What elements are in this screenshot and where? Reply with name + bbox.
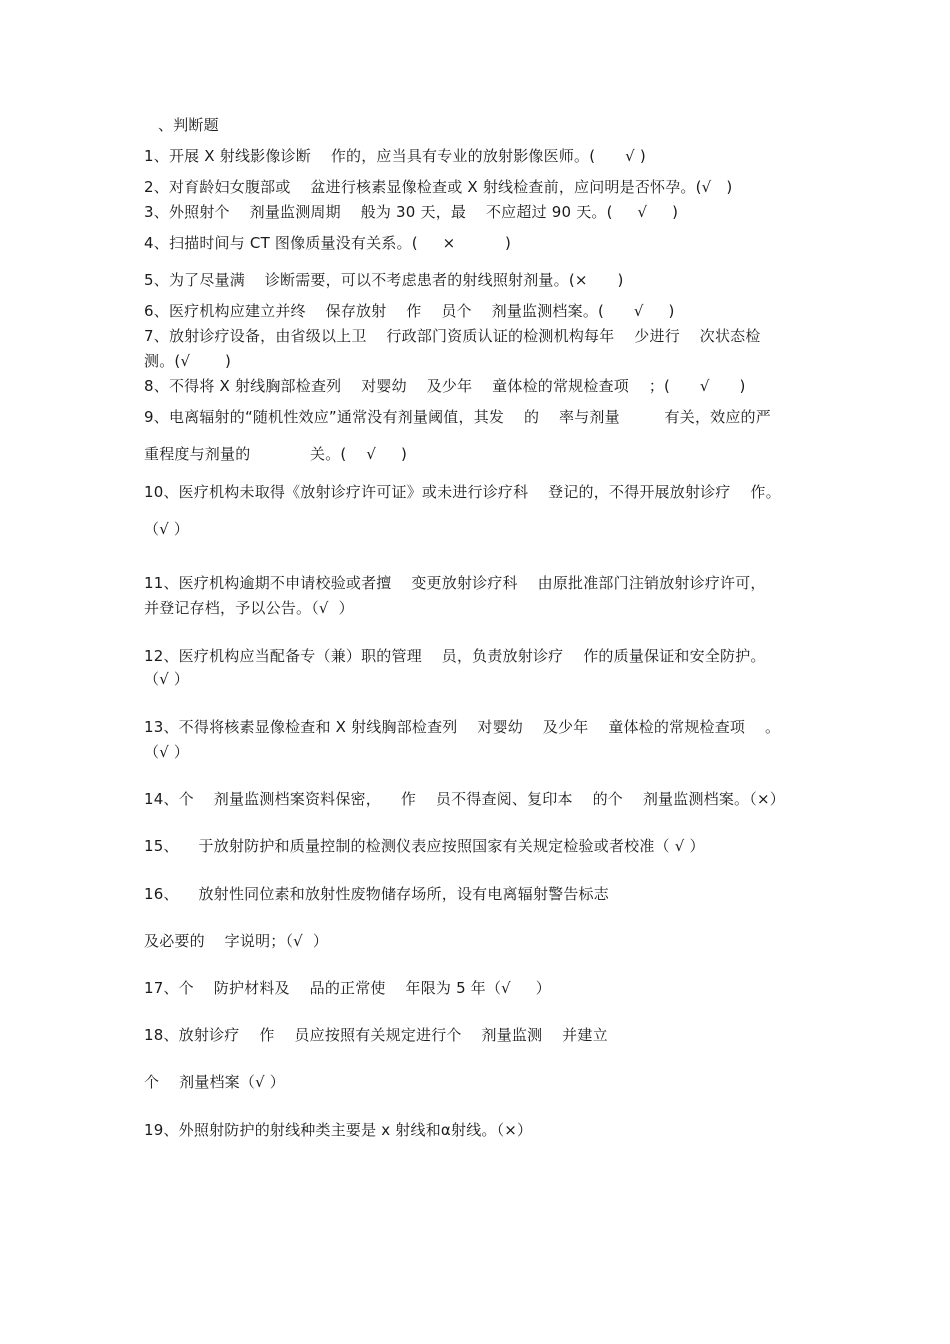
question-line: 14、个 剂量监测档案资料保密， 作 员不得查阅、复印本 的个 剂量监测档案。（×） (144, 790, 785, 808)
question-line: 2、对育龄妇女腹部或 盆进行核素显像检查或 X 射线检查前，应问明是否怀孕。(√ ) (144, 178, 733, 196)
question-line: 4、扫描时间与 CT 图像质量没有关系。( × ) (144, 234, 512, 252)
section-title: 、判断题 (158, 116, 219, 134)
question-line: 重程度与剂量的 关。( √ ) (144, 445, 407, 463)
question-line: 3、外照射个 剂量监测周期 般为 30 天，最 不应超过 90 天。( √ ) (144, 203, 679, 221)
question-line: 测。(√ ) (144, 352, 232, 370)
question-line: 16、 放射性同位素和放射性废物储存场所，设有电离辐射警告标志 (144, 885, 609, 903)
question-line: 1、开展 X 射线影像诊断 作的，应当具有专业的放射影像医师。( √ ) (144, 147, 646, 165)
question-line: 10、医疗机构未取得《放射诊疗许可证》或未进行诊疗科 登记的，不得开展放射诊疗 作。 (144, 483, 781, 501)
question-line: （√ ） (144, 670, 190, 688)
question-line: 12、医疗机构应当配备专（兼）职的管理 员，负责放射诊疗 作的质量保证和安全防护。 (144, 647, 766, 665)
question-line: 17、个 防护材料及 品的正常使 年限为 5 年（√ ） (144, 979, 551, 997)
question-line: 及必要的 字说明；（√ ） (144, 932, 329, 950)
question-line: 11、医疗机构逾期不申请校验或者擅 变更放射诊疗科 由原批准部门注销放射诊疗许可， (144, 574, 766, 592)
question-line: 个 剂量档案（√ ） (144, 1073, 285, 1091)
question-line: 18、放射诊疗 作 员应按照有关规定进行个 剂量监测 并建立 (144, 1026, 608, 1044)
question-line: 7、放射诊疗设备，由省级以上卫 行政部门资质认证的检测机构每年 少进行 次状态检 (144, 327, 761, 345)
question-line: 15、 于放射防护和质量控制的检测仪表应按照国家有关规定检验或者校准（ √ ） (144, 837, 705, 855)
question-line: 19、外照射防护的射线种类主要是 x 射线和α射线。（×） (144, 1121, 533, 1139)
question-line: 8、不得将 X 射线胸部检查列 对婴幼 及少年 童体检的常规检查项 ；( √ ) (144, 377, 746, 395)
question-line: 13、不得将核素显像检查和 X 射线胸部检查列 对婴幼 及少年 童体检的常规检查项 。 (144, 718, 781, 736)
question-line: 6、医疗机构应建立并终 保存放射 作 员个 剂量监测档案。( √ ) (144, 302, 675, 320)
question-line: 并登记存档，予以公告。（√ ） (144, 599, 354, 617)
question-line: 9、电离辐射的“随机性效应”通常没有剂量阈值，其发 的 率与剂量 有关，效应的严 (144, 408, 771, 426)
question-line: 5、为了尽量满 诊断需要，可以不考虑患者的射线照射剂量。(× ) (144, 271, 624, 289)
question-line: （√ ） (144, 743, 190, 761)
question-line: （√ ） (144, 520, 190, 538)
